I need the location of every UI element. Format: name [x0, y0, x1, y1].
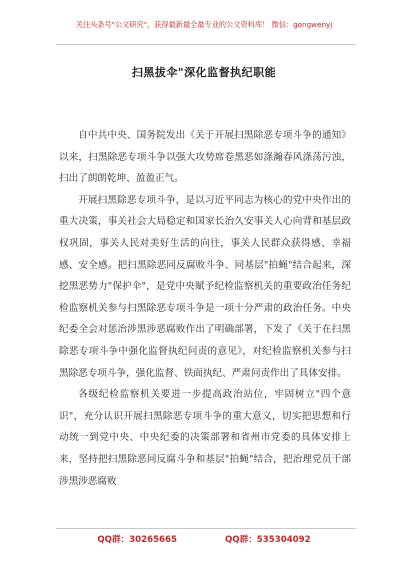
document-title: 扫黑拔伞"深化监督执纪职能: [131, 66, 277, 79]
footer-qq-group-1: QQ群：30265665: [97, 535, 177, 545]
footer-divider: [56, 528, 356, 529]
paragraph: 各级纪检监察机关要进一步提高政治站位，牢固树立"四个意识"，充分认识开展扫黑除恶专项斗争的重大意义，切实把思想和行动统一到党中央、中央纪委的决策部署和省州市党委的具体安排上来，坚持把扫黑除恶同反腐斗争和基层"拍蝇"结合，把治理党员干部涉黑涉恶腐败: [59, 389, 351, 487]
page-footer: [0, 533, 408, 545]
page-header: 关注头条号"公文研究"，获得最新最全最专业的公文资料库！ 微信：gongwenyj: [75, 20, 333, 29]
footer-qq-group-2: QQ群：535304092: [225, 535, 311, 545]
document-body: [59, 125, 351, 492]
header-divider: [56, 44, 356, 45]
paragraph: 开展扫黑除恶专项斗争，是以习近平同志为核心的党中央作出的重大决策，事关社会大局稳定和国家长治久安事关人心向背和基层政权巩固，事关人民对美好生活的向往，事关人民群众获得感、幸福感、安全感。把扫黑除恶同反腐败斗争、同基层"拍蝇"结合起来，深挖黑恶势力"保护伞"，是党中央赋予纪检监察机关的重要政治任务纪检监察机关参与扫黑除恶专项斗争是一项十分严肃的政治任务。中央纪委全会对惩治涉黑涉恶腐败作出了明确部署，下发了《关于在扫黑除恶专项斗争中强化监督执纪问责的意见》，对纪检监察机关参与扫黑除恶专项斗争，强化监督、铁面执纪、严肃问责作出了具体安排。: [59, 194, 351, 379]
paragraph: 自中共中央、国务院发出《关于开展扫黑除恶专项斗争的通知》以来，扫黑除恶专项斗争以强大攻势席卷黑恶如涤瀚春风涤荡污浊，扫出了朗朗乾坤、盈盈正气。: [59, 130, 351, 185]
